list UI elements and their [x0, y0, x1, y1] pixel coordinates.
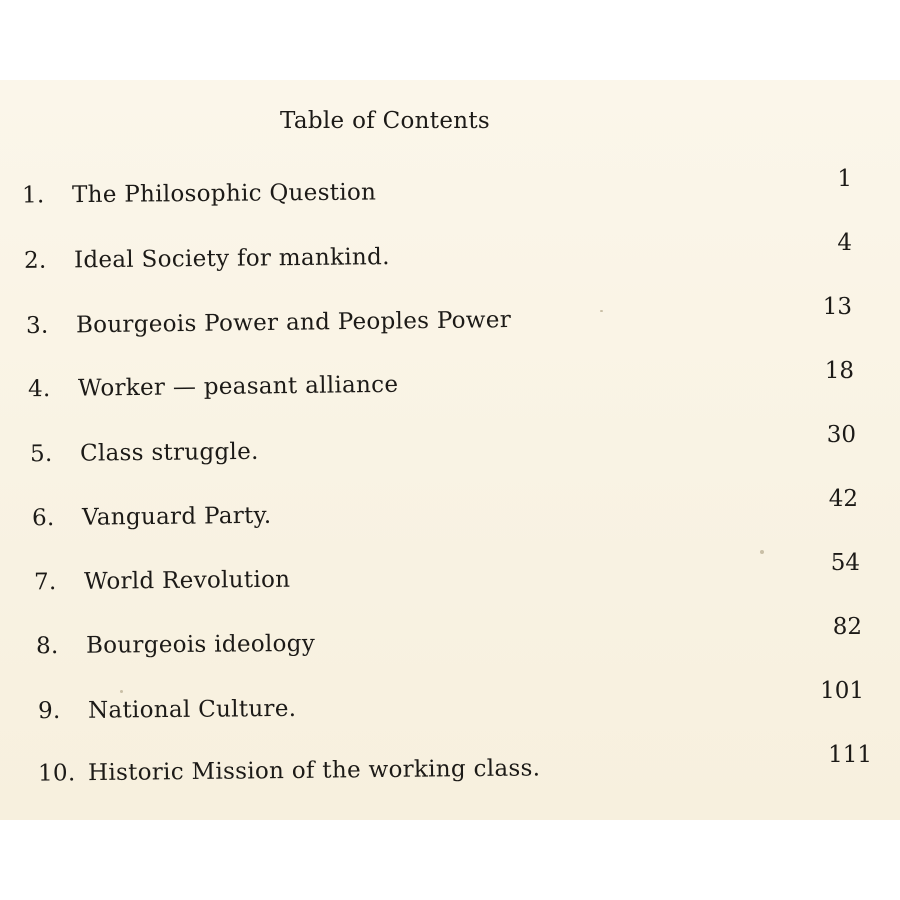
entry-number: 4.: [27, 375, 51, 403]
entry-title: National Culture.: [87, 695, 297, 724]
toc-entry: [38, 755, 541, 786]
entry-title: Worker — peasant alliance: [77, 371, 399, 402]
entry-page: 54: [830, 550, 860, 576]
entry-number: 1.: [21, 182, 45, 209]
entry-title: Class struggle.: [79, 438, 259, 467]
paper-speck: [120, 690, 123, 693]
entry-number: 5.: [29, 440, 53, 468]
entry-page: 13: [822, 294, 852, 320]
entry-number: 2.: [23, 247, 47, 274]
toc-entry: [32, 503, 272, 532]
toc-entry: [28, 372, 399, 403]
toc-title: Table of Contents: [280, 108, 491, 134]
entry-title: Bourgeois Power and Peoples Power: [75, 307, 512, 339]
entry-title: The Philosophic Question: [71, 179, 377, 209]
entry-title: Bourgeois ideology: [85, 630, 316, 659]
entry-title: Ideal Society for mankind.: [73, 244, 390, 274]
entry-page: 111: [828, 742, 872, 768]
entry-page: 82: [832, 614, 862, 640]
paper-speck: [760, 550, 764, 554]
entry-number: 9.: [37, 697, 61, 725]
toc-entry: [24, 244, 390, 274]
entry-title: World Revolution: [83, 566, 291, 595]
entry-page: 18: [824, 358, 854, 384]
entry-number: 10.: [37, 760, 76, 787]
toc-entry: [22, 179, 376, 208]
entry-number: 8.: [35, 633, 59, 660]
entry-page: 4: [837, 230, 852, 256]
toc-entry: [34, 567, 291, 596]
toc-entry: [38, 696, 297, 724]
scanned-page: [0, 80, 900, 820]
toc-entry: [30, 439, 259, 467]
toc-entry: [36, 631, 315, 659]
entry-page: 101: [820, 678, 864, 704]
entry-number: 3.: [25, 312, 49, 339]
entry-page: 42: [828, 486, 858, 512]
toc-entry: [26, 307, 511, 339]
paper-speck: [600, 310, 603, 312]
entry-page: 1: [837, 166, 852, 192]
entry-number: 7.: [33, 569, 57, 596]
entry-title: Vanguard Party.: [81, 502, 272, 531]
entry-page: 30: [826, 422, 856, 448]
entry-number: 6.: [31, 505, 55, 532]
entry-title: Historic Mission of the working class.: [87, 755, 541, 787]
